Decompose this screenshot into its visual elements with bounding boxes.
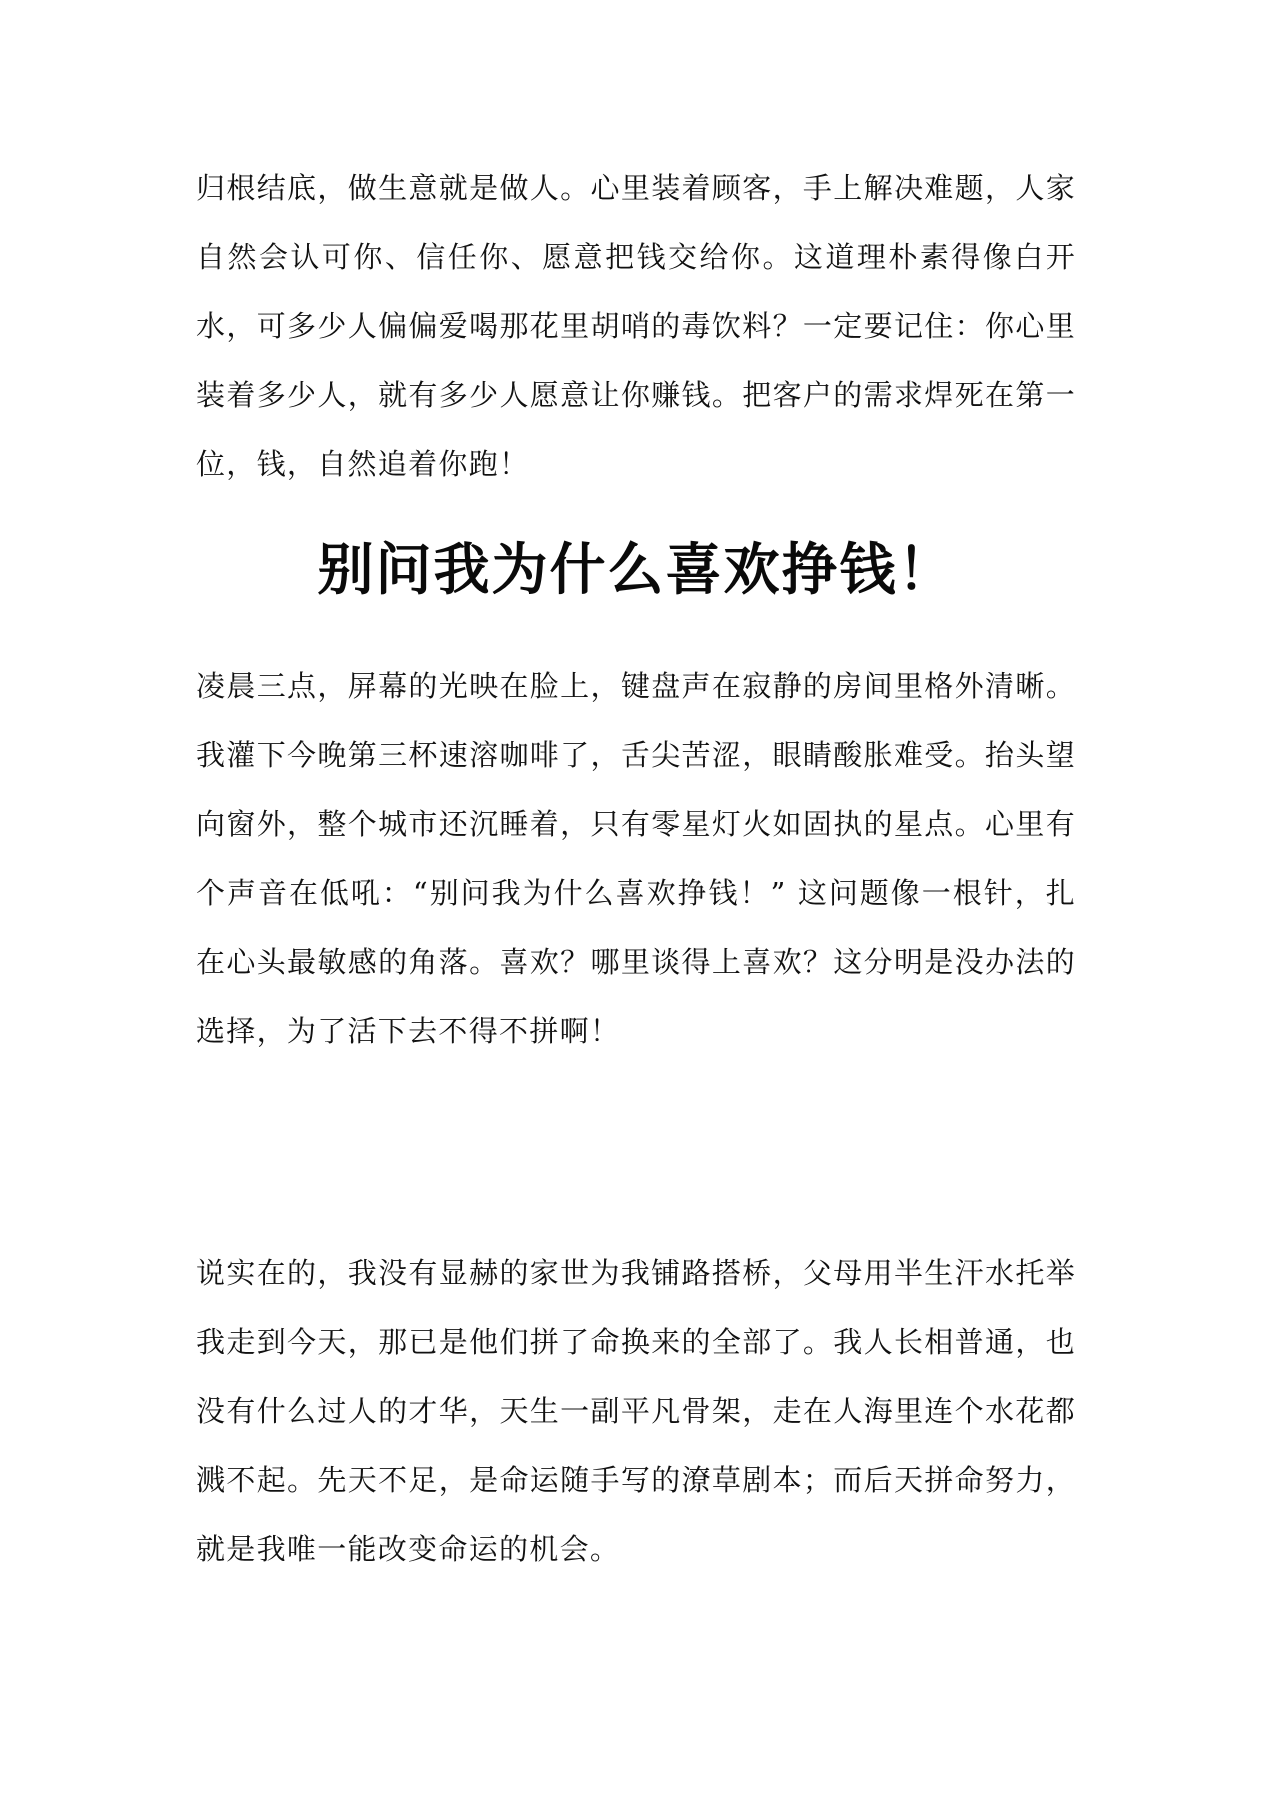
paragraph-business-principle: 归根结底，做生意就是做人。心里装着顾客，手上解决难题，人家自然会认可你、信任你、愿意把钱交给你。这道理朴素得像白开水，可多少人偏偏爱喝那花里胡哨的毒饮料？一定要记住：你心里装着多少人，就有多少人愿意让你赚钱。把客户的需求焊死在第一位，钱，自然追着你跑！ xyxy=(196,171,1076,481)
article-title: 别问我为什么喜欢挣钱！ xyxy=(317,538,956,603)
paragraph-background: 说实在的，我没有显赫的家世为我铺路搭桥，父母用半生汗水托举我走到今天，那已是他们拼了命换来的全部了。我人长相普通，也没有什么过人的才华，天生一副平凡骨架，走在人海里连个水花都溅不起。先天不足，是命运随手写的潦草剧本；而后天拼命努力，就是我唯一能改变命运的机会。 xyxy=(196,1256,1076,1566)
paragraph-late-night: 凌晨三点，屏幕的光映在脸上，键盘声在寂静的房间里格外清晰。我灌下今晚第三杯速溶咖啡了，舌尖苦涩，眼睛酸胀难受。抬头望向窗外，整个城市还沉睡着，只有零星灯火如固执的星点。心里有个声音在低吼：“别问我为什么喜欢挣钱！” 这问题像一根针，扎在心头最敏感的角落。喜欢？哪里谈得上喜欢？这分明是没办法的选择，为了活下去不得不拼啊！ xyxy=(196,669,1076,1048)
